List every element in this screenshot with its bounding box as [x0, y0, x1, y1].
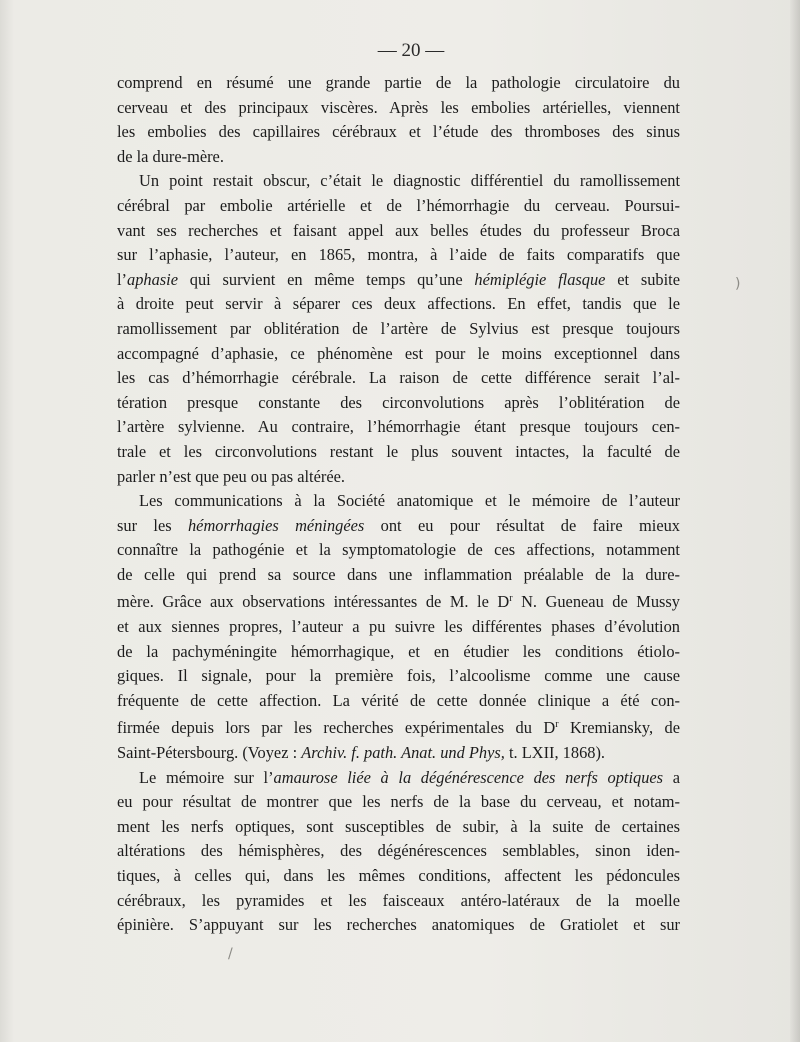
paragraph-4 — [117, 766, 680, 938]
text-line: giques. Il signale, pour la première fois, l’alcoolisme comme une cause — [117, 666, 680, 686]
text-line: Un point restait obscur, c’était le diagnostic différentiel du ramollissement — [139, 171, 680, 191]
italic-term: hémorrhagies méningées — [187, 515, 365, 535]
text-line: à droite peut servir à séparer ces deux affections. En effet, tandis que le — [117, 294, 680, 314]
text-line-mixed — [117, 713, 680, 741]
text-line: eu pour résultat de montrer que les nerfs de la base du cerveau, et notam- — [117, 792, 680, 812]
text-fragment: Kremiansky, de — [558, 718, 680, 738]
scan-speck: ) — [735, 276, 741, 292]
italic-citation: Archiv. f. path. Anat. und Phys, — [301, 743, 505, 763]
scan-speck: / — [228, 946, 233, 962]
text-line: de la dure-mère. — [117, 146, 224, 166]
text-line: ramollissement par oblitération de l’artère de Sylvius est presque toujours — [117, 318, 680, 338]
text-line-mixed — [117, 587, 680, 615]
text-line: épinière. S’appuyant sur les recherches anatomiques de Gratiolet et sur — [117, 915, 680, 935]
body-text — [117, 71, 680, 938]
text-line-mixed — [117, 514, 680, 539]
text-fragment: a — [663, 767, 680, 787]
text-fragment: Saint-Pétersbourg. (Voyez : — [117, 743, 302, 763]
text-line-mixed — [117, 268, 680, 293]
text-fragment: mère. Grâce aux observations intéressantes de M. le D — [117, 592, 510, 612]
text-fragment: ont eu pour résultat de faire mieux — [364, 515, 680, 535]
superscript: r — [509, 593, 513, 605]
text-line: de celle qui prend sa source dans une inflammation préalable de la dure- — [117, 564, 680, 584]
text-line-mixed — [117, 766, 680, 791]
text-line: et aux siennes propres, l’auteur a pu suivre les différentes phases d’évolution — [117, 617, 680, 637]
text-line-mixed — [117, 741, 680, 766]
text-fragment: N. Gueneau de Mussy — [512, 592, 680, 612]
text-fragment: qui survient en même temps qu’une — [178, 269, 475, 289]
text-line: vant ses recherches et faisant appel aux belles études du professeur Broca — [117, 220, 680, 240]
text-line: sur l’aphasie, l’auteur, en 1865, montra, à l’aide de faits comparatifs que — [117, 245, 680, 265]
text-line: tiques, à celles qui, dans les mêmes conditions, affectent les pédoncules — [117, 866, 680, 885]
text-line: les embolies des capillaires cérébraux et l’étude des thromboses des sinus — [117, 122, 680, 142]
paragraph-2 — [117, 169, 680, 489]
text-line: les cas d’hémorrhagie cérébrale. La raison de cette différence serait l’al- — [117, 368, 680, 388]
text-fragment: et subite — [605, 269, 680, 289]
italic-term: amaurose liée à la dégénérescence des nerfs optiques — [273, 767, 664, 787]
text-line: tération presque constante des circonvolutions après l’oblitération de — [117, 392, 680, 412]
text-line: fréquente de cette affection. La vérité de cette donnée clinique a été con- — [117, 690, 680, 710]
text-line: cérébraux, les pyramides et les faisceaux antéro-latéraux de la moelle — [117, 890, 680, 910]
text-line: comprend en résumé une grande partie de la pathologie circulatoire du — [117, 73, 680, 92]
text-line: Les communications à la Société anatomique et le mémoire de l’auteur — [139, 491, 680, 511]
text-fragment: firmée depuis lors par les recherches expérimentales du D — [117, 718, 556, 738]
text-fragment: sur les — [117, 515, 188, 535]
text-line: parler n’est que peu ou pas altérée. — [117, 466, 345, 486]
text-line: accompagné d’aphasie, ce phénomène est pour le moins exceptionnel dans — [117, 343, 680, 363]
text-line: connaître la pathogénie et la symptomatologie de ces affections, notamment — [117, 540, 680, 560]
text-line: cérébral par embolie artérielle et de l’hémorrhagie du cerveau. Poursui- — [117, 195, 680, 215]
page-edge-shadow — [790, 0, 800, 1042]
text-line: l’artère sylvienne. Au contraire, l’hémorrhagie étant presque toujours cen- — [117, 417, 680, 437]
italic-term: hémiplégie flasque — [474, 269, 606, 289]
paragraph-1 — [117, 71, 680, 169]
text-line: de la pachyméningite hémorrhagique, et en étudier les conditions étiolo- — [117, 641, 680, 661]
text-line: trale et les circonvolutions restant le plus souvent intactes, la faculté de — [117, 441, 680, 461]
text-fragment: l’ — [117, 269, 128, 289]
text-fragment: t. LXII, 1868). — [504, 743, 606, 763]
superscript: r — [555, 719, 559, 731]
italic-term: aphasie — [127, 269, 179, 289]
text-line: cerveau et des principaux viscères. Après les embolies artérielles, viennent — [117, 97, 680, 117]
page-number: — 20 — — [377, 40, 445, 61]
text-line: altérations des hémisphères, des dégénérescences semblables, sinon iden- — [117, 841, 680, 861]
text-line: ment les nerfs optiques, sont susceptibles de subir, à la suite de certaines — [117, 816, 680, 836]
text-fragment: Le mémoire sur l’ — [139, 767, 274, 787]
paragraph-3 — [117, 489, 680, 766]
